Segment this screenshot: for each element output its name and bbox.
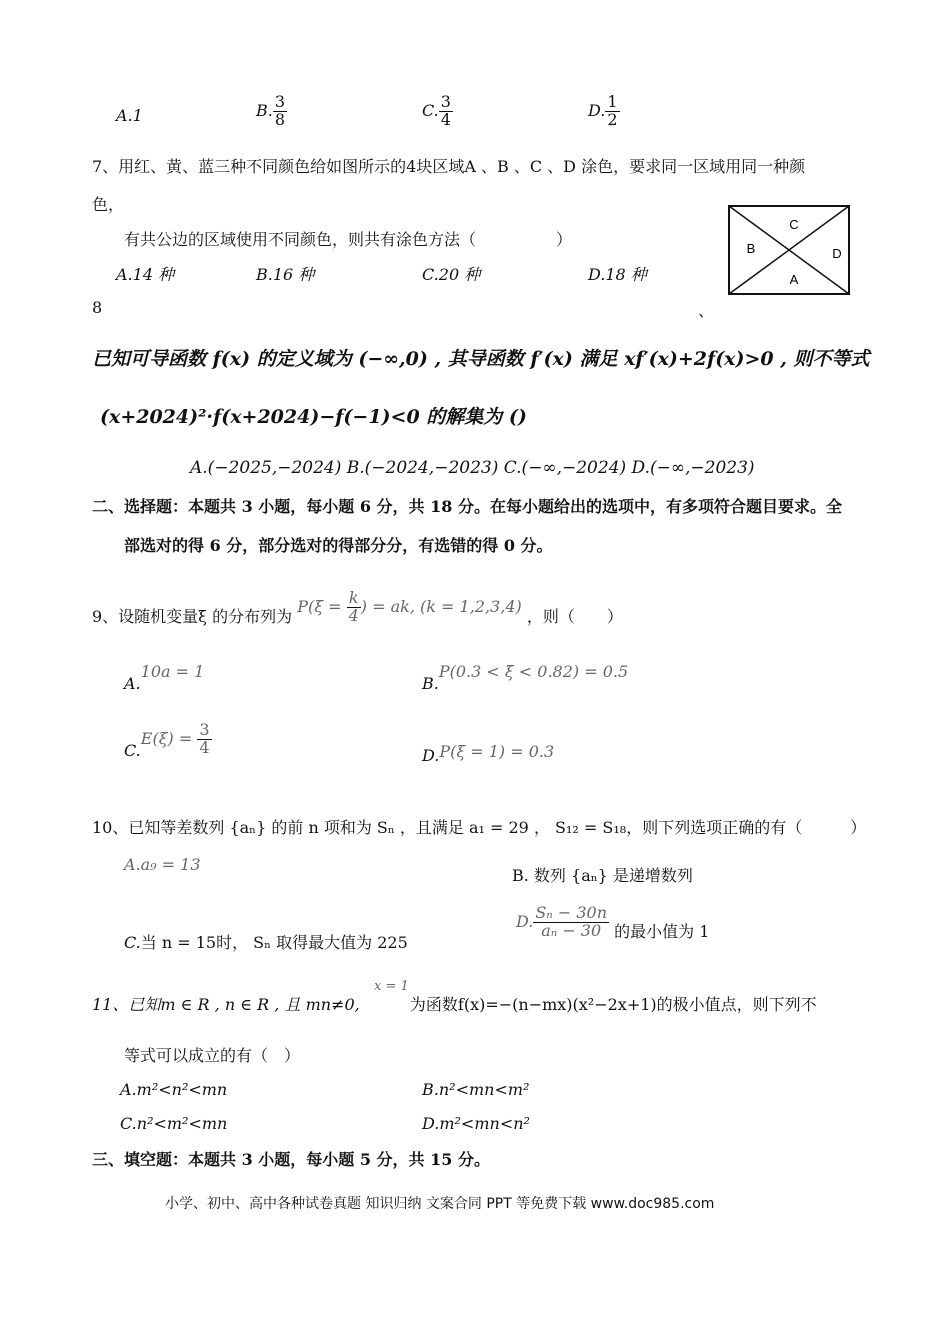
q7-option-a: A.14 种 — [116, 265, 175, 284]
q10-option-a: A.a₉ = 13 — [124, 855, 201, 874]
section3-heading: 三、填空题：本题共 3 小题，每小题 5 分，共 15 分。 — [92, 1150, 490, 1169]
q11-option-a: A.m²<n²<mn — [120, 1080, 228, 1099]
q8-number: 8 — [92, 298, 103, 317]
q9-option-b: B.P(0.3 < ξ < 0.82) = 0.5 — [422, 662, 629, 693]
page-footer: 小学、初中、高中各种试卷真题 知识归纳 文案合同 PPT 等免费下载 www.doc985.com — [165, 1196, 715, 1212]
q7-option-c: C.20 种 — [422, 265, 481, 284]
q9-option-a: A.10a = 1 — [124, 662, 205, 693]
q11-option-b: B.n²<mn<m² — [422, 1080, 530, 1099]
q9-option-d: D.P(ξ = 1) = 0.3 — [422, 742, 555, 765]
q10-option-c: C.当 n = 15时， Sₙ 取得最大值为 225 — [124, 933, 408, 952]
q7-stem-line2: 色， — [92, 195, 125, 214]
q10-option-b: B. 数列 {aₙ} 是递增数列 — [512, 866, 693, 885]
q10-stem: 10、已知等差数列 {aₙ} 的前 n 项和为 Sₙ ，且满足 a₁ = 29 ， S₁₂ = S₁₈，则下列选项正确的有（ ） — [92, 818, 867, 837]
q8-stem-line1: 已知可导函数 f(x) 的定义域为 (−∞,0) , 其导函数 f′(x) 满足 xf′(x)+2f(x)>0 , 则不等式 — [92, 348, 870, 370]
section2-heading-line2: 部选对的得 6 分，部分选对的得部分分，有选错的得 0 分。 — [124, 536, 553, 555]
q7-stem-line1: 7、用红、黄、蓝三种不同颜色给如图所示的4块区域A 、B 、C 、D 涂色，要求同一区域用同一种颜 — [92, 157, 806, 176]
q7-region-diagram — [728, 205, 850, 295]
q11-stem-line1: 11、已知m ∈ R , n ∈ R , 且 mn≠0, 为函数f(x)=−(n−mx)(x²−2x+1)的极小值点，则下列不 — [92, 995, 817, 1014]
diagram-label-d: D — [832, 246, 842, 261]
q10-option-d: D. $\frac{\text{Sₙ − 30n}}{\text{aₙ − 30}}$ 的最小值为 1 — [516, 903, 710, 941]
q8-options: A.(−2025,−2024) B.(−2024,−2023) C.(−∞,−2024) D.(−∞,−2023) — [190, 458, 755, 478]
q7-option-b: B.16 种 — [256, 265, 315, 284]
q6-option-c: C. $\frac{3}{4}$ — [422, 92, 451, 129]
q8-stem-line2: (x+2024)²·f(x+2024)−f(−1)<0 的解集为 () — [100, 406, 527, 428]
q6-option-b: B. $\frac{3}{8}$ — [256, 92, 286, 129]
q7-stem-line3: 有共公边的区域使用不同颜色，则共有涂色方法（ ） — [124, 230, 573, 249]
q7-option-d: D.18 种 — [588, 265, 647, 284]
q11-option-c: C.n²<m²<mn — [120, 1114, 228, 1133]
q8-mark: 、 — [698, 301, 715, 320]
q9-stem: 9、设随机变量ξ 的分布列为 P(ξ = $\frac{k}{4}$ ) = ak, (k = 1,2,3,4) ，则（ ） — [92, 588, 623, 626]
q11-option-d: D.m²<mn<n² — [422, 1114, 530, 1133]
section2-heading-line1: 二、选择题：本题共 3 小题，每小题 6 分，共 18 分。在每小题给出的选项中，有多项符合题目要求。全 — [92, 497, 842, 516]
q11-x-equals-1: x = 1 — [374, 979, 409, 994]
q6-option-a: A.1 — [116, 106, 143, 125]
diagram-label-b: B — [746, 241, 756, 256]
q6-option-d: D. $\frac{1}{2}$ — [588, 92, 618, 129]
diagram-label-c: C — [789, 217, 799, 232]
diagram-label-a: A — [789, 272, 799, 287]
q9-option-c: C.E(ξ) = $\frac{3}{4}$ — [124, 720, 210, 760]
q11-stem-line2: 等式可以成立的有（ ） — [124, 1046, 301, 1065]
